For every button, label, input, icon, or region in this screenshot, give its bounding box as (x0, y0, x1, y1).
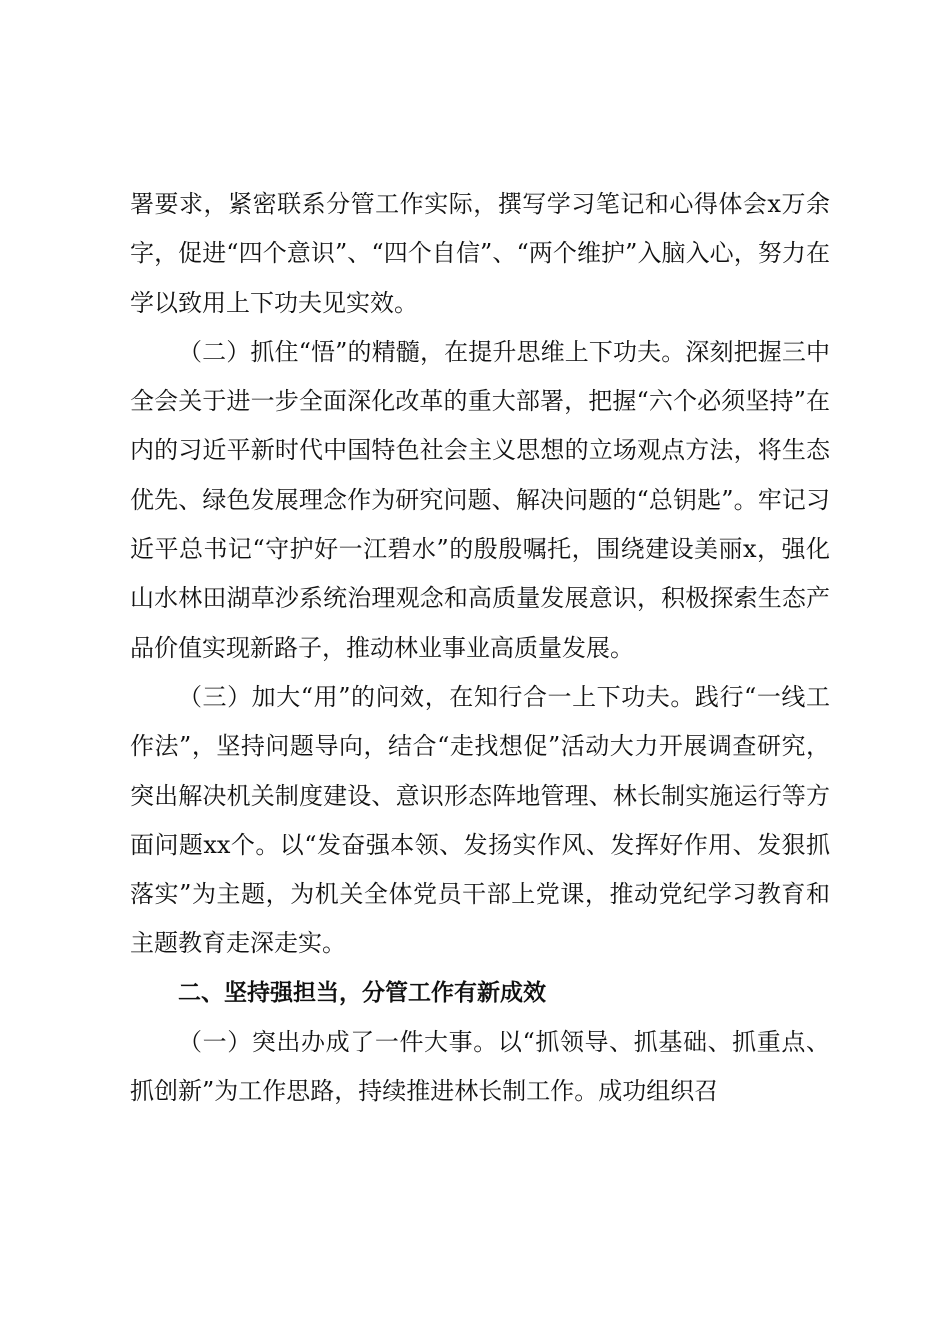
paragraph-study-notes: 署要求，紧密联系分管工作实际，撰写学习笔记和心得体会x万余字，促进“四个意识”、“四个自信”、“两个维护”入脑入心，努力在学以致用上下功夫见实效。 (130, 190, 830, 317)
paragraph-section-two: （二）抓住“悟”的精髓，在提升思维上下功夫。深刻把握三中全会关于进一步全面深化改革的重大部署，把握“六个必须坚持”在内的习近平新时代中国特色社会主义思想的立场观点方法，将生态优先、绿色发展理念作为研究问题、解决问题的“总钥匙”。牢记习近平总书记“守护好一江碧水”的殷殷嘱托，围绕建设美丽x，强化山水林田湖草沙系统治理观念和高质量发展意识，积极探索生态产品价值实现新路子，推动林业事业高质量发展。 (130, 337, 830, 662)
document-body (130, 180, 830, 1117)
paragraph-section-three: （三）加大“用”的问效，在知行合一上下功夫。践行“一线工作法”，坚持问题导向，结合“走找想促”活动大力开展调查研究，突出解决机关制度建设、意识形态阵地管理、林长制实施运行等方面问题xx个。以“发奋强本领、发扬实作风、发挥好作用、发狠抓落实”为主题，为机关全体党员干部上党课，推动党纪学习教育和主题教育走深走实。 (130, 682, 830, 958)
paragraph-section-one-major-event: （一）突出办成了一件大事。以“抓领导、抓基础、抓重点、抓创新”为工作思路，持续推进林长制工作。成功组织召 (130, 1028, 830, 1106)
section-heading: 二、坚持强担当，分管工作有新成效 (178, 979, 546, 1006)
